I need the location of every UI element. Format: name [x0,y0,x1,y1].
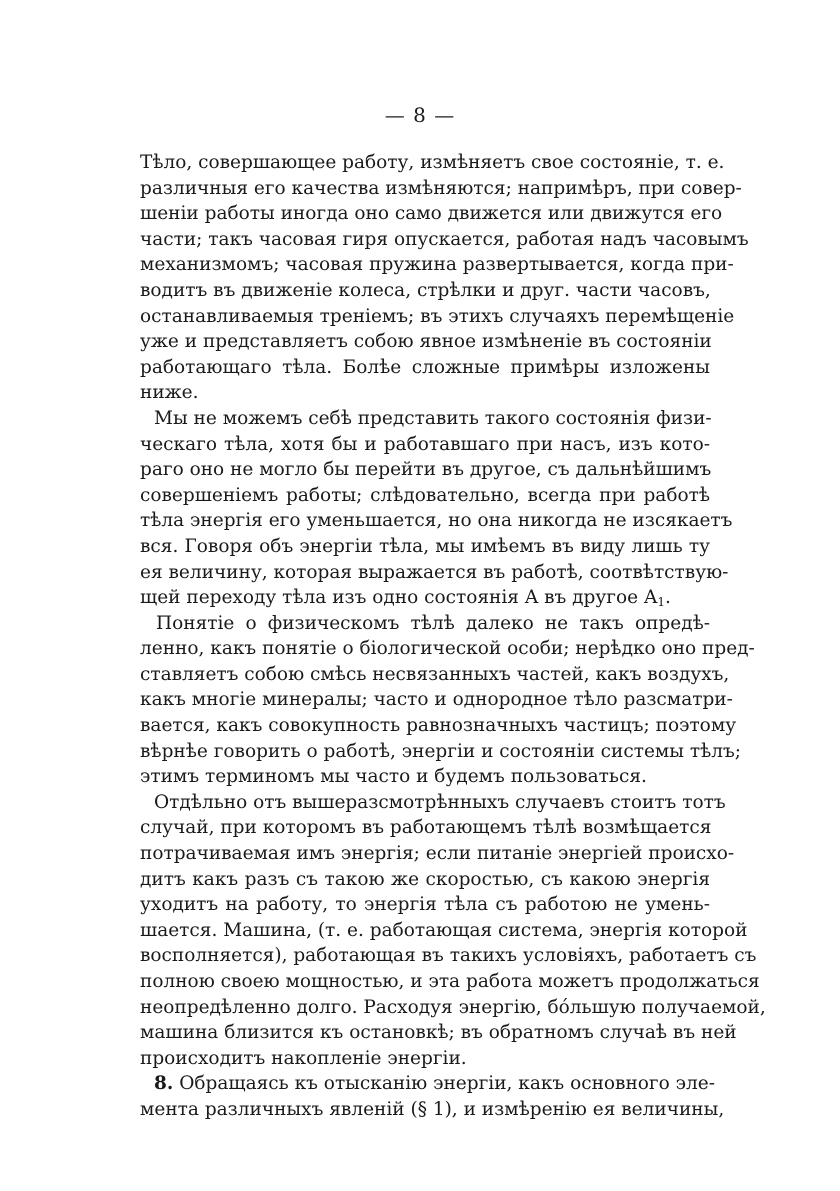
text-line: вся. Говоря объ энергіи тѣла, мы имѣемъ въ виду лишь ту [140,535,710,557]
paragraph-3 [140,611,755,790]
text-line: дитъ какъ разъ съ такою же скоростью, съ какою энергія [140,868,710,890]
text-line-main: щей переходу тѣла изъ одно состоянія A въ другое A [140,587,658,609]
text-line: водитъ въ движеніе колеса, стрѣлки и друг. части часовъ, [140,279,711,301]
text-line: уходитъ на работу, то энергія тѣла съ работою не умень- [140,894,710,916]
text-line: части; такъ часовая гиря опускается, работая надъ часовымъ [140,228,749,250]
section-8 [140,1071,725,1122]
text-line: ниже. [140,382,199,404]
text-line-main: Обращаясь къ отысканію энергіи, какъ основного эле- [173,1073,715,1095]
subscript: 1 [657,595,665,610]
text-line: восполняется), работающая въ такихъ условіяхъ, работаетъ съ [140,945,757,967]
text-line: раго оно не могло бы перейти въ другое, съ дальнѣйшимъ [140,459,712,481]
text-line: ставляетъ собою смѣсь несвязанныхъ частей, какъ воздухъ, [140,663,730,685]
text-line: ленно, какъ понятіе о біологической особи; нерѣдко оно пред- [140,638,755,660]
text-line: работающаго тѣла. Болѣе сложные примѣры изложены [140,356,710,378]
text-line: машина близится къ остановкѣ; въ обратномъ случаѣ въ ней [140,1022,737,1044]
text-line: этимъ терминомъ мы часто и будемъ пользоваться. [140,766,647,788]
paragraph-4 [140,790,766,1072]
text-line: неопредѣленно долго. Расходуя энергію, бóльшую получаемой, [140,996,766,1018]
text-line: какъ многіе минералы; часто и однородное тѣло разсматри- [140,689,733,711]
body-text [140,150,766,1123]
text-line-with-subscript [140,585,710,611]
text-line: шеніи работы иногда оно само движется или движутся его [140,203,723,225]
text-line: различныя его качества измѣняются; напримѣръ, при совер- [140,177,742,199]
text-line: останавливаемыя треніемъ; въ этихъ случаяхъ перемѣщеніе [140,305,735,327]
text-line: механизмомъ; часовая пружина развертывается, когда при- [140,254,734,276]
text-line: совершеніемъ работы; слѣдовательно, всегда при работѣ [140,484,710,506]
paragraph-2 [140,406,733,611]
text-line: мента различныхъ явленій (§ 1), и измѣренію ея величины, [140,1098,725,1120]
section-number: 8. [154,1073,174,1095]
text-line: Тѣло, совершающее работу, измѣняетъ свое состояніе, т. е. [140,152,725,173]
text-line: ея величину, которая выражается въ работѣ, соотвѣтствую- [140,561,729,583]
text-line: Мы не можемъ себѣ представить такого состоянія физи- [154,407,712,429]
text-line: уже и представляетъ собою явное измѣненіе въ состояніи [140,331,712,353]
text-line: вѣрнѣе говорить о работѣ, энергіи и состояніи системы тѣлъ; [140,740,742,762]
text-line: Понятіе о физическомъ тѣлѣ далеко не такъ опредѣ- [156,612,710,634]
text-line: ческаго тѣла, хотя бы и работавшаго при насъ, изъ кото- [140,433,710,455]
text-line: случай, при которомъ въ работающемъ тѣлѣ возмѣщается [140,817,712,839]
page-number: — 8 — [384,103,456,127]
text-line: Отдѣльно отъ вышеразсмотрѣнныхъ случаевъ стоитъ тотъ [154,791,726,813]
text-line: потрачиваемая имъ энергія; если питаніе энергіей происхо- [140,843,735,865]
paragraph-1 [140,150,749,406]
text-line-with-section-number [140,1071,715,1097]
text-line: происходитъ накопленіе энергіи. [140,1047,467,1069]
text-line: полною своею мощностью, и эта работа можетъ продолжаться [140,971,760,992]
text-line: тѣла энергія его уменьшается, но она никогда не изсякаетъ [140,510,733,532]
text-line: шается. Машина, (т. е. работающая система, энергія которой [140,919,748,941]
text-line-tail: . [664,587,671,609]
text-line: вается, какъ совокупность равнозначныхъ частицъ; поэтому [140,715,737,737]
